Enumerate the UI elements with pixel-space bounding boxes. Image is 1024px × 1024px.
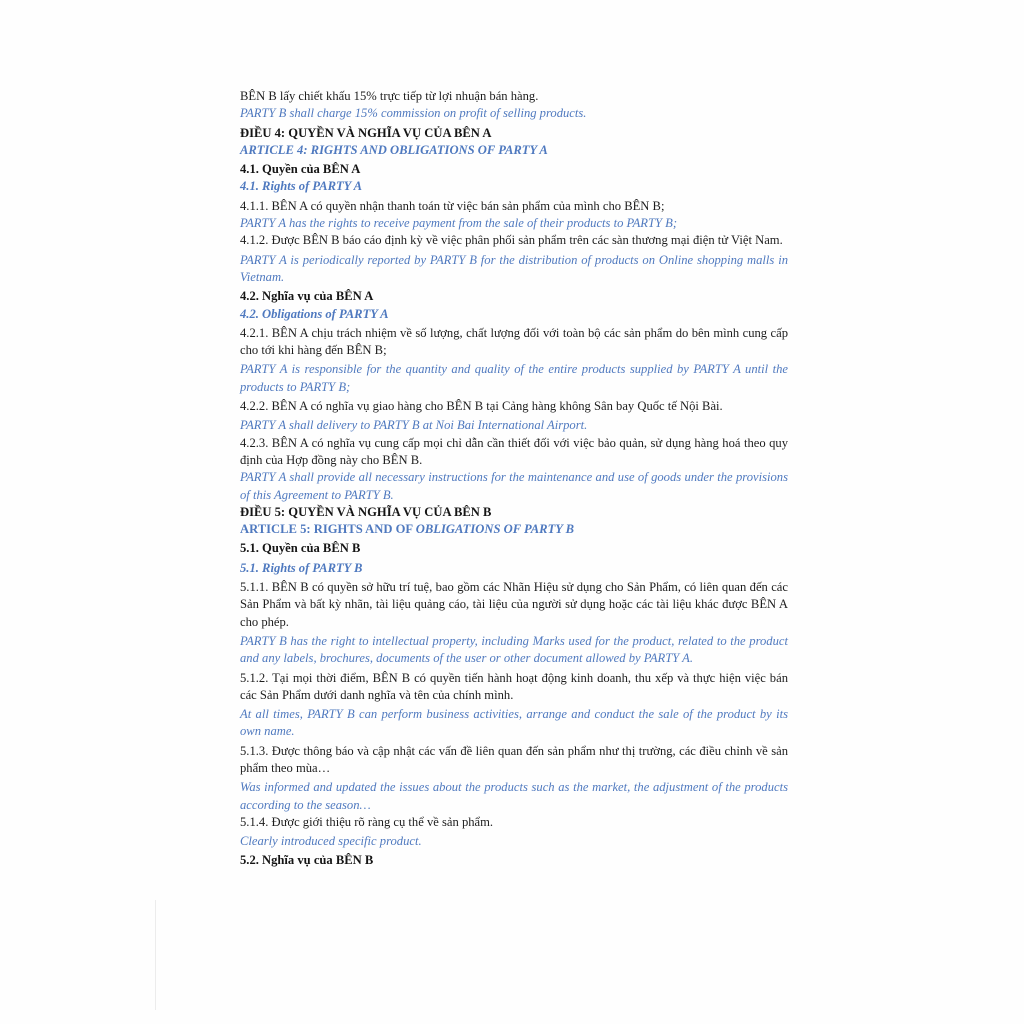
clause-5-1-1-vi: 5.1.1. BÊN B có quyền sở hữu trí tuệ, bao gồm các Nhãn Hiệu sử dụng cho Sản Phẩm, có liên quan đến các Sản Phẩm và bất kỳ nhãn, tài liệu quảng cáo, tài liệu của người sử dụng hoặc các tài liệu khác được BÊN A cho phép. <box>240 580 788 629</box>
clause-5-1-1-en: PARTY B has the right to intellectual property, including Marks used for the product, related to the product and any labels, brochures, documents of the user or other document allowed by PARTY A. <box>240 633 788 666</box>
clause-5-1-4-en: Clearly introduced specific product. <box>240 834 422 849</box>
clause-4-2-3-vi: 4.2.3. BÊN A có nghĩa vụ cung cấp mọi chỉ dẫn cần thiết đối với việc bảo quản, sử dụng hàng hoá theo quy định của Hợp đồng này cho BÊN B. <box>240 435 788 467</box>
commission-clause-vi: BÊN B lấy chiết khấu 15% trực tiếp từ lợi nhuận bán hàng. <box>240 89 539 103</box>
clause-4-1-2-vi: 4.1.2. Được BÊN B báo cáo định kỳ về việc phân phối sản phẩm trên các sàn thương mại điện tử Việt Nam. <box>240 233 783 248</box>
article4-heading-vi: ĐIỀU 4: QUYỀN VÀ NGHĨA VỤ CỦA BÊN A <box>240 125 492 140</box>
scan-edge-line <box>155 900 156 1010</box>
section-4-1-heading-en: 4.1. Rights of PARTY A <box>240 179 362 194</box>
clause-4-1-1-en: PARTY A has the rights to receive payment from the sale of their products to PARTY B; <box>240 216 678 231</box>
clause-4-1-1-vi: 4.1.1. BÊN A có quyền nhận thanh toán từ việc bán sản phẩm của mình cho BÊN B; <box>240 198 665 213</box>
clause-4-1-2-en: PARTY A is periodically reported by PARTY B for the distribution of products on Online shopping malls in Vietnam. <box>240 252 788 284</box>
clause-5-1-3-en: Was informed and updated the issues about the products such as the market, the adjustment of the products according to the season… <box>240 780 788 812</box>
clause-5-1-4-vi: 5.1.4. Được giới thiệu rõ ràng cụ thể về sản phẩm. <box>240 814 494 829</box>
clause-4-2-1-vi: 4.2.1. BÊN A chịu trách nhiệm về số lượng, chất lượng đối với toàn bộ các sản phẩm do bên mình cung cấp cho tới khi hàng đến BÊN B; <box>240 325 788 358</box>
article5-heading-en <box>240 521 788 538</box>
article5-heading-en-italic: OBLIGATIONS OF PARTY B <box>415 522 575 537</box>
article4-heading-en: ARTICLE 4: RIGHTS AND OBLIGATIONS OF PARTY A <box>240 142 548 157</box>
clause-4-2-3-en: PARTY A shall provide all necessary instructions for the maintenance and use of goods under the provisions of this Agreement to PARTY B. <box>240 470 788 502</box>
section-4-1-heading-vi: 4.1. Quyền của BÊN A <box>240 162 361 177</box>
clause-4-2-2-en: PARTY A shall delivery to PARTY B at Noi Bai International Airport. <box>240 418 588 433</box>
clause-5-1-2-vi: 5.1.2. Tại mọi thời điểm, BÊN B có quyền tiến hành hoạt động kinh doanh, thu xếp và thực hiện việc bán các Sản Phẩm dưới danh nghĩa và tên của chính mình. <box>240 670 788 702</box>
clause-4-2-2-vi: 4.2.2. BÊN A có nghĩa vụ giao hàng cho BÊN B tại Cảng hàng không Sân bay Quốc tế Nội Bài. <box>240 399 723 414</box>
section-4-2-heading-vi: 4.2. Nghĩa vụ của BÊN A <box>240 289 374 304</box>
clause-4-2-1-en: PARTY A is responsible for the quantity and quality of the entire products supplied by PARTY A until the products to PARTY B; <box>240 362 788 394</box>
commission-clause-en: PARTY B shall charge 15% commission on profit of selling products. <box>240 106 587 121</box>
clause-5-1-2-en: At all times, PARTY B can perform business activities, arrange and conduct the sale of the product by its own name. <box>240 707 788 739</box>
document-body <box>240 88 788 870</box>
article5-heading-vi: ĐIỀU 5: QUYỀN VÀ NGHĨA VỤ CỦA BÊN B <box>240 504 492 519</box>
section-4-2-heading-en: 4.2. Obligations of PARTY A <box>240 306 389 321</box>
section-5-1-heading-vi: 5.1. Quyền của BÊN B <box>240 541 361 556</box>
section-5-1-heading-en: 5.1. Rights of PARTY B <box>240 560 363 575</box>
section-5-2-heading-vi: 5.2. Nghĩa vụ của BÊN B <box>240 853 374 868</box>
clause-5-1-3-vi: 5.1.3. Được thông báo và cập nhật các vấn đề liên quan đến sản phẩm như thị trường, các điều chỉnh về sản phẩm theo mùa… <box>240 743 788 775</box>
article5-heading-en-plain: ARTICLE 5: RIGHTS AND OF <box>240 522 416 537</box>
